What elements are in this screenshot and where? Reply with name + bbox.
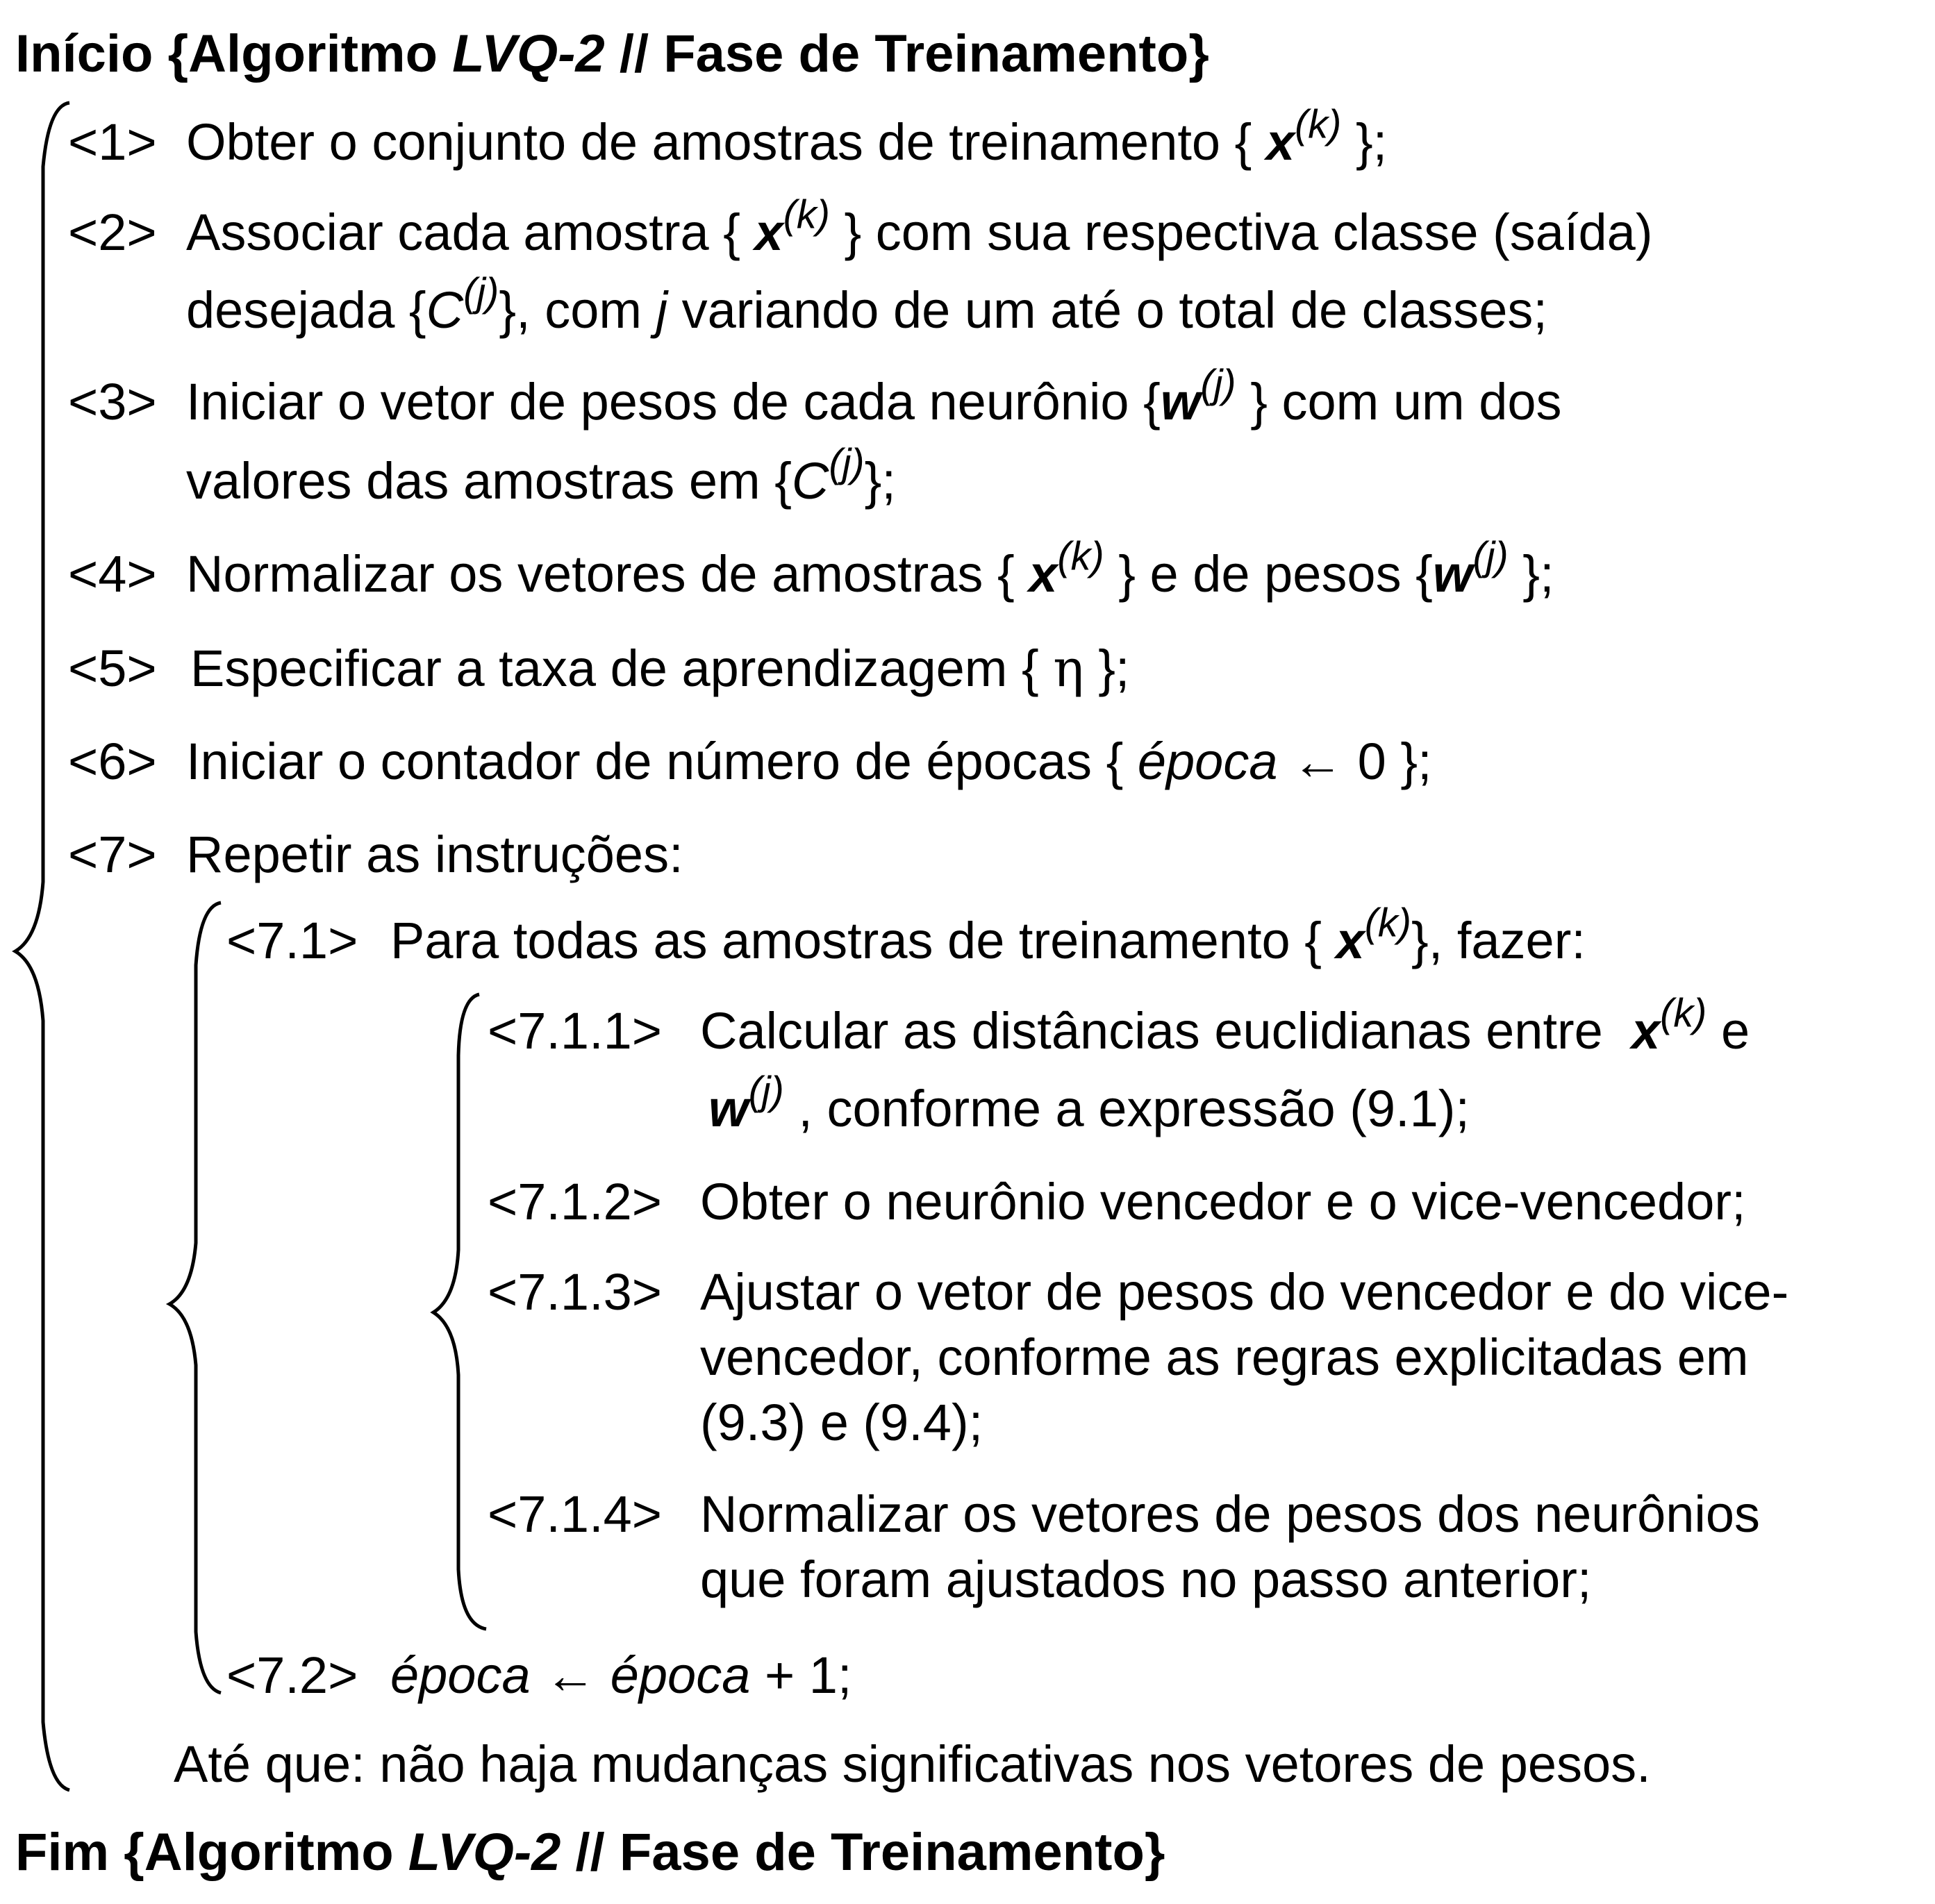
inner-brace [433, 994, 486, 1629]
step-7-1-2-number: <7.1.2> [488, 1173, 663, 1230]
step-7-1-3-text-line-2: vencedor, conforme as regras explicitadas em [700, 1328, 1749, 1386]
step-7-1-1-text-line-1: Calcular as distâncias euclidianas entre $x^{(k)}$ e [700, 991, 1750, 1060]
step-7-1-4-text-line-2: que foram ajustados no passo anterior; [700, 1551, 1592, 1608]
step-7-2-number: <7.2> [226, 1646, 358, 1704]
step-2-text-line-2: desejada $\{C^{(j)}\}$, com j variando de um até o total de classes; [186, 270, 1547, 339]
step-7-1-2-text: Obter o neurônio vencedor e o vice-vencedor; [700, 1173, 1746, 1230]
step-7-text: Repetir as instruções: [186, 826, 683, 883]
step-6-number: <6> [68, 733, 157, 790]
step-3-number: <3> [68, 373, 157, 431]
eta-symbol: η [1053, 639, 1084, 699]
left-arrow-icon: ← [1292, 733, 1344, 790]
step-7-1-1-number: <7.1.1> [488, 1002, 663, 1060]
outer-brace [15, 103, 69, 1790]
algorithm-start-header: Início {Algoritmo LVQ-2 // Fase de Treinamento} [15, 24, 1209, 83]
loop-brace [169, 903, 221, 1693]
step-3-text-line-2: valores das amostras em $\{C^{(j)}\}$; [186, 441, 896, 510]
step-5-number: <5> [68, 640, 157, 697]
step-7-number: <7> [68, 826, 157, 883]
step-7-2-text: época ← época + 1; [390, 1646, 852, 1704]
step-4-number: <4> [68, 545, 157, 603]
algorithm-end-footer: Fim {Algoritmo LVQ-2 // Fase de Treinamento} [15, 1823, 1165, 1882]
step-7-1-1-text-line-2: $w^{(j)}$ , conforme a expressão (9.1); [708, 1069, 1470, 1137]
left-arrow-icon: ← [545, 1646, 597, 1704]
step-6-text: Iniciar o contador de número de épocas { época ← 0 }; [186, 733, 1432, 790]
step-7-1-4-text-line-1: Normalizar os vetores de pesos dos neurônios [700, 1485, 1760, 1543]
step-4-text: Normalizar os vetores de amostras { $x^{(k)}$ } e de pesos {$w^{(j)}$ }; [186, 534, 1554, 603]
step-5-text: Especificar a taxa de aprendizagem { η }; [190, 639, 1130, 699]
step-7-1-4-number: <7.1.4> [488, 1485, 663, 1543]
step-7-1-3-text-line-1: Ajustar o vetor de pesos do vencedor e do vice- [700, 1263, 1789, 1321]
step-3-text-line-1: Iniciar o vetor de pesos de cada neurônio {$w^{(j)}$ } com um dos [186, 362, 1562, 431]
step-1-number: <1> [68, 113, 157, 171]
until-condition: Até que: não haja mudanças significativas nos vetores de pesos. [174, 1735, 1651, 1793]
step-7-1-3-number: <7.1.3> [488, 1263, 663, 1321]
step-1-text: Obter o conjunto de amostras de treinamento { $x^{(k)}$ }; [186, 102, 1388, 171]
step-7-1-text: Para todas as amostras de treinamento { $x^{(k)}$}, fazer: [390, 901, 1586, 969]
step-2-text-line-1: Associar cada amostra { $x^{(k)}$ } com sua respectiva classe (saída) [186, 192, 1653, 261]
step-7-1-number: <7.1> [226, 912, 358, 969]
step-7-1-3-text-line-3: (9.3) e (9.4); [700, 1394, 983, 1451]
step-2-number: <2> [68, 203, 157, 261]
